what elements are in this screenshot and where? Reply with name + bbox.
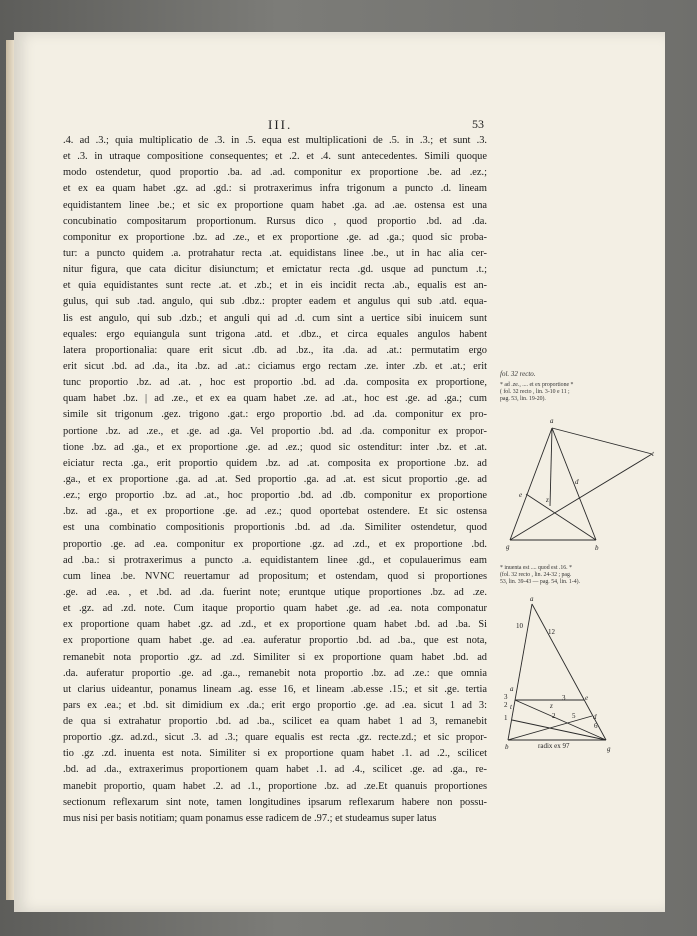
text-line: concubinatio compositarum proportionum. Rursus dico , quod proportio .bd. ad .da.	[63, 215, 487, 227]
text-line: gulus, qui sub .tad. angulo, qui sub .dbz.: propter eadem et angulus qui sub .atd. equa-	[63, 296, 487, 308]
text-line: et ex ea quam habet .gz. ad .gd.: si protraxerimus infra trigonum a puncto .d. lineam	[63, 183, 487, 195]
text-line: cum linea .be. NVNC reuertamur ad propositum; et ostendam, quod si proportiones	[63, 570, 487, 582]
text-line: nitur figura, que cata dicitur disiunctum; et emictatur recta .gd. usque ad punctum .t.;	[63, 264, 487, 276]
text-line: latera proportionalia: quare erit sicut .db. ad .bz., ita .da. ad .at.: permutatim ergo	[63, 344, 487, 356]
margin-note-line: * ad .ze., .... et ex proportione *	[500, 382, 574, 388]
figure-2-label: a	[530, 596, 534, 603]
running-head: III.	[268, 117, 293, 132]
text-line: .ge. ad .ea. , et .bd. ad .da. fuerint note; eruntque utique proportiones .bz. ad .ze.	[63, 586, 487, 598]
figure-2-label: d	[593, 713, 597, 721]
figure-1-label: z	[546, 496, 549, 504]
figure-1-label: t	[652, 450, 654, 458]
text-line: tunc proportio .bz. ad .at. , hoc est proportio .bd. ad .da. composita ex proportione,	[63, 377, 487, 389]
figure-2-label: 2	[552, 712, 556, 720]
text-line: proportio .gz. ad.zd., sicut .3. ad .3.; quare equalis est recta .gz. recte.zd.; et sic propor-	[63, 732, 487, 744]
text-line: tur: a puncto quidem .a. protrahatur recta .at. equidistans linee .be., ut in hac alia cer-	[63, 247, 487, 259]
text-line: pars ex .ea.; et .bd. sit dimidium ex .da.; erit ergo proportio .ge. ad .ea. sicut 1 ad 3:	[63, 699, 487, 711]
figure-2-label: 5	[572, 712, 576, 720]
geometric-figure-1	[496, 412, 666, 562]
text-line: remanebit nota proportio .gz. ad .zd. Similiter si ex proportione quam habet .bd. ad	[63, 651, 487, 663]
figure-2-label: t	[510, 703, 512, 711]
geometric-figure-2	[500, 596, 630, 756]
margin-note-line: * inuenta est .... quod est .16. *	[500, 565, 572, 571]
text-line: sectionum reflexarum sint note, tamen longitudines ipsarum reflexarum habere non possu-	[63, 796, 487, 808]
text-line: est una combinatio compositionis proportionis .bd. ad .da. Similiter ostendetur, quod	[63, 522, 487, 534]
text-line: modo ostendetur, quod proportio .ba. ad .ad. componitur ex proportione .be. ad .ez.;	[63, 167, 487, 179]
text-line: et quia equidistantes sunt recte .at. et .zb.; et in eis incidit recta .ab., equalis est an-	[63, 280, 487, 292]
figure-1-label: a	[550, 417, 554, 425]
margin-folio-reference: fol. 32 recto.	[500, 370, 536, 378]
margin-note-line: (fol. 32 recto , lin. 24-32 ; pag.	[500, 572, 572, 579]
figure-2-label: 3	[562, 694, 566, 702]
text-line: et .gz. ad .zd. note. Cum itaque proportio quam habet .ge. ad .ea. nota componatur	[63, 603, 487, 615]
figure-2-label: 6	[594, 722, 598, 730]
text-line: proportio .ge. ad .ea. componitur ex proportione .gz. ad .zd., et ex proportione .bd.	[63, 538, 487, 550]
figure-2-label: 10	[516, 622, 523, 630]
text-line: de qua si extrahatur proportio .bd. ad .ba., scilicet ea quam habet 1 ad 3, remanebit	[63, 716, 487, 728]
text-line: tione .bz. ad .ga., et ex proportione .ge. ad .ez.; quod sic ostenditur: inter .bz. et .at.	[63, 441, 487, 453]
figure-1-lines	[510, 428, 652, 540]
text-line: .ga., et ex proportione .ga. ad .at. Sed proportio .ga. ad .at. est sicut proportio .ge. ad	[63, 473, 487, 485]
text-line: eiciatur recta .ga., erit proportio quidem .bz. ad .at. composita ex proportione .bz. ad	[63, 457, 487, 469]
text-line: equidistantem linee .be.; et sic ex proportione quam habet .ga. ad .ae. ostensa est una	[63, 199, 487, 211]
figure-1-label: b	[595, 544, 599, 552]
figure-1-label: e	[519, 491, 523, 499]
text-line: .bd. ad .da., extraxerimus proportionem quam habet .1. ad .4., scilicet .ge. ad .ga., re-	[63, 764, 487, 776]
figure-2-label: 12	[548, 628, 555, 636]
figure-2-label: b	[505, 743, 509, 751]
figure-2-caption: radix ex 97	[538, 742, 570, 750]
text-line: simile sit trigonum .gez. trigono .gat.: ergo proportio .bd. ad .da. componitur ex pro-	[63, 409, 487, 421]
figure-2-label: 2	[504, 701, 508, 709]
figure-2-label: a	[510, 685, 514, 693]
figure-2-label: e	[585, 694, 589, 702]
margin-note-line: ( fol. 32 recto , lin. 3-10 e 11 ;	[500, 389, 570, 396]
text-line: .bz. ad .ga., et ex proportione .ge. ad .ez.; quod oportebat ostendere. Et sic ostensa	[63, 506, 487, 518]
margin-note-line: 53, lin. 39-43 — pag. 54, lin. 1-4).	[500, 579, 581, 586]
text-line: manebit proportio, quam habet .2. ad .1., proportione .bz. ad .ze.Et quanuis proportiones	[63, 780, 487, 792]
text-line: .da. auferatur proportio .ge. ad .ga.., remanebit nota proportio .bz. ad .ze.: que omnia	[63, 667, 487, 679]
text-line: erit sicut .bd. ad .da., ita .bz. ad .at.: ciciamus ergo rectam .ze. inter .zb. et .at.; erit	[63, 360, 487, 372]
figure-2-label: 3	[504, 693, 508, 701]
figure-2-label: g	[607, 745, 611, 753]
text-line: quam habet .bz. | ad .ze., et ex ea quam habet .ze. ad .at., hoc est .ge. ad .ga.; cum	[63, 393, 487, 405]
figure-2-label: 1	[504, 714, 508, 722]
text-line: ad .ba.: si protraxerimus a puncto .a. equidistantem linee .gd., et copulauerimus eam	[63, 554, 487, 566]
text-line: ex proportione quam habet .gz. ad .zd., et ex proportione quam habet .bd. ad .ba. Si	[63, 619, 487, 631]
text-line: .4. ad .3.; quia multiplicatio de .3. in .5. equa est multiplicationi de .5. in .3.; et sunt .3.	[63, 135, 487, 146]
text-line: equales: ergo equiangula sunt trigona .atd. et .dbz., et circa equales angulos habent	[63, 328, 487, 340]
text-line: ex proportione quam habet .ge. ad .ea. auferatur proportio .bd. ad .ba., que est nota,	[63, 635, 487, 647]
main-text-block	[63, 133, 487, 827]
text-line: lis est angulo, qui sub .dzb.; et anguli qui ad .d. cum sint a uertice sibi inuicem sunt	[63, 312, 487, 324]
text-line: mus nisi per basis notitiam; quam ponamus esse radicem de .97.; et studeamus super latus	[63, 812, 437, 824]
margin-note-line: pag. 53, lin. 19-20).	[500, 396, 546, 403]
margin-note-1	[500, 382, 650, 404]
page-number: 53	[472, 117, 484, 131]
margin-note-2	[500, 565, 650, 587]
text-line: portione .bz. ad .ze., et .ge. ad .ga. Vel proportio .bd. ad .da. componitur ex propor-	[63, 425, 487, 437]
text-line: et .3. in utraque compositione consequentes; et .2. et .4. sunt antecedentes. Simili quoque	[63, 151, 487, 163]
figure-2-label: z	[550, 702, 553, 710]
text-line: tio .gz .zd. inuenta est nota. Similiter si ex proportione quam habet .1. ad .2., scilicet	[63, 748, 487, 760]
text-line: componitur ex proportione .bz. ad .ze., et ex proportione .ge. ad .ga.; quod sic proba-	[63, 231, 487, 243]
figure-1-label: g	[506, 543, 510, 551]
text-line: .ez.; ergo proportio .bz. ad .at., hoc proportio .bd. ad .db. componitur ex proportione	[63, 490, 487, 502]
text-line: ut clarius uideantur, ponamus lineam .ag. esse 16, et lineam .ab.esse .15.; et sit .ge. tertia	[63, 683, 487, 695]
figure-1-label: d	[575, 478, 579, 486]
